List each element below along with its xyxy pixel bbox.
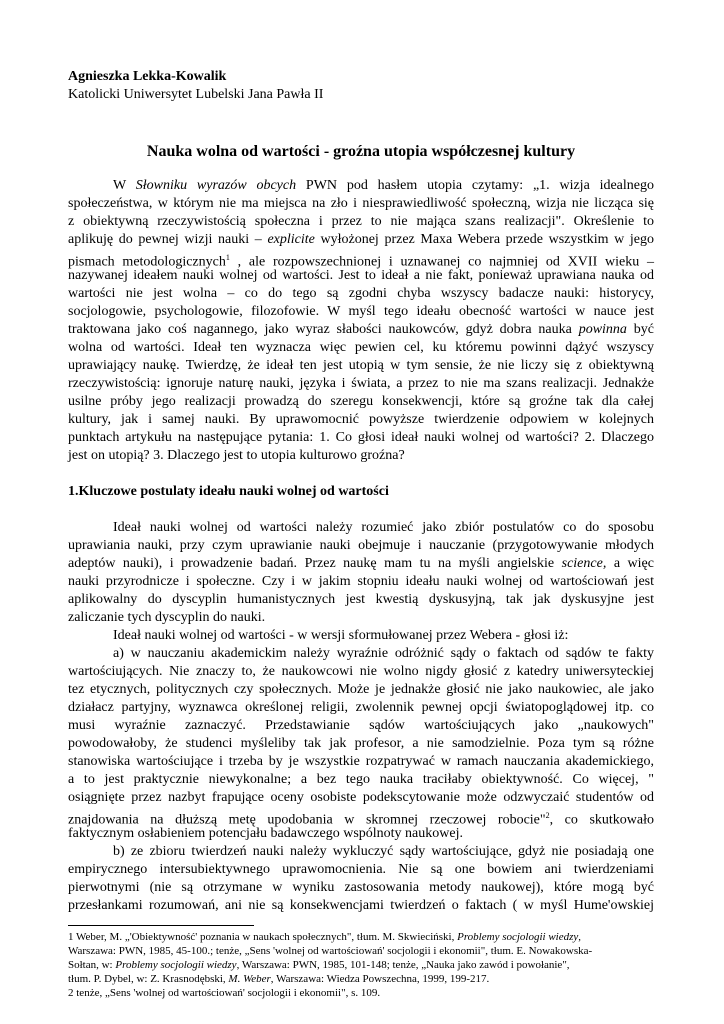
footnote-2: 2 tenże, „Sens 'wolnej od wartościowań' socjologii i ekonomii", s. 109. <box>68 987 381 999</box>
list-item-a: a) w nauczaniu akademickim należy wyraźnie odróżnić sądy o faktach od sądów te fakty <box>113 646 654 661</box>
body-line: osiągnięte przez nazbyt frapujące oceny osobiste podekscytowanie może odzwyczaić studentów od <box>68 790 654 805</box>
footnote-1-cont: Sołtan, w: Problemy socjologii wiedzy, Warszawa: PWN, 1985, 101-148; tenże, „Nauka jako zawód i powołanie", <box>68 959 570 971</box>
intro-line: wolna od wartości. Ideał ten wyznacza więc pewien cel, ku któremu powinni dążyć wszyscy <box>68 340 654 355</box>
intro-line: rzeczywistością: ignoruje naturę nauki, języka i świata, a przez to nie ma szans realizacji. Jednakże <box>68 376 654 391</box>
intro-line: pismach metodologicznych$^1$ , ale rozpowszechnionej i uznawanej co najmniej od XVII wieku – <box>68 253 655 270</box>
body-line: a to jest praktycznie niewykonalne; a bez tego nauka traciłaby obiektywność. Co więcej, " <box>68 772 654 787</box>
body-line: stanowiska wartościujące i trzeba by je wszystkie rozpatrywać w ramach nauczania akademickiego, <box>68 754 654 769</box>
body-line: powodowałoby, że studenci myśleliby tak jak profesor, a nie samodzielnie. Poza tym są różne <box>68 736 654 751</box>
body-line: uprawiania nauki, przy czym uprawianie nauki obejmuje i nauczanie (przygotowywanie młodych <box>68 538 654 553</box>
body-line: musi wyraźnie zaznaczyć. Przedstawianie sądów wartościujących jako „naukowych" <box>68 718 654 733</box>
intro-line: kultury, jak i samej nauki. By uprawomocnić powyższe twierdzenie odpowiem w kolejnych <box>68 412 654 427</box>
intro-line: usilne próby jego realizacji prowadzą do szeregu konsekwencji, które są groźne tak dla całej <box>68 394 654 409</box>
body-line: działacz partyjny, wyznawca określonej religii, zwolennik pewnej opcji światopoglądowej itp. co <box>68 700 654 715</box>
intro-line: jest on utopią? 3. Dlaczego jest to utopia kulturowo groźna? <box>68 448 405 463</box>
body-line: adeptów nauki), i prowadzenie badań. Przez naukę mam tu na myśli angielskie science, a więc <box>68 556 654 571</box>
intro-line: z obiektywną rzeczywistością społeczna i przez to nie mająca szans realizacji". Określenie to <box>68 214 654 229</box>
page-title: Nauka wolna od wartości - groźna utopia współczesnej kultury <box>146 143 576 160</box>
intro-line: wartości nie jest wolna – co do tego są zgodni chyba wszyscy badacze nauki: historycy, <box>68 286 654 301</box>
section-heading: 1.Kluczowe postulaty ideału nauki wolnej od wartości <box>68 484 389 499</box>
body-line: przesłankami rozumowań, ani nie są konsekwencjami twierdzeń o faktach ( w myśl Hume'owskiej <box>68 898 654 913</box>
footnote-divider <box>68 925 254 926</box>
body-line: faktycznym osłabieniem potencjału badawczego wspólnoty naukowej. <box>68 826 463 841</box>
intro-line: społeczeństwa, w którym nie ma miejsca na zło i niesprawiedliwość społeczną, wizja nie licząca się <box>68 196 654 211</box>
footnote-1-cont: Warszawa: PWN, 1985, 45-100.; tenże, „Sens 'wolnej od wartościowań' socjologii i ekonomii", tłum. E. Nowakowska- <box>68 945 593 957</box>
body-line: Ideał nauki wolnej od wartości należy rozumieć jako zbiór postulatów co do sposobu <box>113 520 654 535</box>
body-line: zaliczanie tych dyscyplin do nauki. <box>68 610 266 625</box>
body-line: wartościujących. Nie znaczy to, że naukowcowi nie wolno nigdy głosić z katedry uniwersyteckiej <box>68 664 654 679</box>
intro-line: uprawiający naukę. Twierdzę, że ideał ten jest utopią w tym sensie, że nie liczy się z obiektywną <box>68 358 654 373</box>
list-item-b: b) ze zbioru twierdzeń nauki należy wykluczyć sądy wartościujące, gdyż nie posiadają one <box>113 844 654 859</box>
body-line: tez etycznych, politycznych czy społecznych. Może je jednakże głosić nie jako naukowiec, ale jako <box>68 682 654 697</box>
body-line: nauki przyrodnicze i społeczne. Czy i w jakim stopniu ideału nauki wolnej od wartościowań jest <box>68 574 654 589</box>
body-line: aplikowalny do dyscyplin humanistycznych jest kwestią dyskusyjną, tak jak dyskusyjne jest <box>68 592 654 607</box>
intro-line: socjologowie, psychologowie, filozofowie. W myśl tego ideału obecność wartości w nauce jest <box>68 304 654 319</box>
body-line: empirycznego intersubiektywnego uprawomocnienia. Nie są one bowiem ani twierdzeniami <box>68 862 654 877</box>
intro-line: punktach artykułu na następujące pytania: 1. Co głosi ideał nauki wolnej od wartości? 2. Dlaczego <box>68 430 654 445</box>
author-affiliation: Katolicki Uniwersytet Lubelski Jana Pawła II <box>68 87 324 102</box>
footnote-1: 1 Weber, M. „'Obiektywność' poznania w naukach społecznych", tłum. M. Skwieciński, Problemy socjologii wiedzy, <box>68 931 582 943</box>
body-line: Ideał nauki wolnej od wartości - w wersji sformułowanej przez Webera - głosi iż: <box>113 628 569 643</box>
intro-line: nazywanej ideałem nauki wolnej od wartości. Jest to ideał a nie fakt, ponieważ uprawiana nauka od <box>68 268 654 283</box>
body-line: znajdowania na dłuższą metę upodobania w skromnej rzeczowej robocie"$^2$, co skutkowało <box>68 811 654 828</box>
footnote-ref-2[interactable]: 2 <box>545 811 550 820</box>
body-line: pierwotnymi (nie są otrzymane w wyniku zastosowania metody naukowej), które mogą być <box>68 880 654 895</box>
footnote-1-cont: tłum. P. Dybel, w: Z. Krasnodębski, M. Weber, Warszawa: Wiedza Powszechna, 1999, 199-217. <box>68 973 490 985</box>
intro-line: W Słowniku wyrazów obcych PWN pod hasłem utopia czytamy: „1. wizja idealnego <box>113 178 654 193</box>
footnote-ref-1[interactable]: 1 <box>225 253 230 262</box>
intro-line: aplikuję do pewnej wizji nauki – explicite wyłożonej przez Maxa Webera przede wszystkim w jego <box>68 232 654 247</box>
intro-line: traktowana jako coś nagannego, jako wyraz słabości naukowców, gdyż dobra nauka powinna być <box>68 322 655 337</box>
author-name: Agnieszka Lekka-Kowalik <box>68 69 227 84</box>
